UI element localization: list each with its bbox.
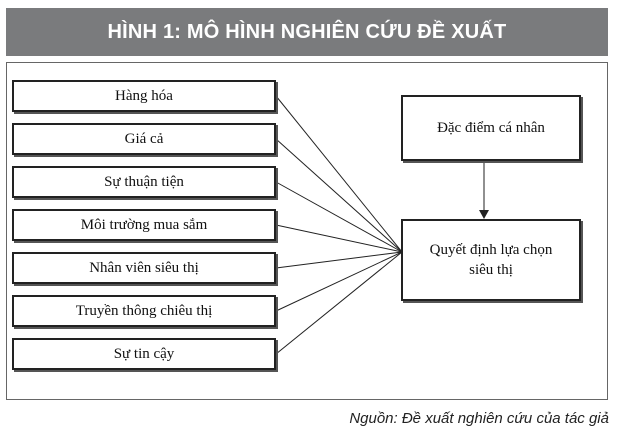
decision-label-line2: siêu thị [469,262,513,278]
factor-label: Sự tin cậy [113,345,175,362]
supermarket-decision-box [401,219,581,301]
factor-box-promotion [12,295,276,327]
connector-factor-7 [276,252,402,354]
factor-box-convenience [12,166,276,198]
factor-box-goods [12,80,276,112]
factor-box-price [12,123,276,155]
factor-box-trust [12,338,276,370]
factor-box-staff [12,252,276,284]
factor-box-environment [12,209,276,241]
factor-label: Truyền thông chiêu thị [75,302,213,319]
personal-characteristics-box [401,95,581,161]
factor-label: Môi trường mua sắm [80,216,208,233]
factor-label: Hàng hóa [115,87,173,104]
arrow-head-icon [479,210,489,219]
source-note: Nguồn: Đề xuất nghiên cứu của tác giả [349,410,609,427]
factor-label: Nhân viên siêu thị [89,259,199,276]
figure-title: HÌNH 1: MÔ HÌNH NGHIÊN CỨU ĐỀ XUẤT [107,20,507,43]
connector-factor-3 [276,182,402,252]
personal-characteristics-label: Đặc điểm cá nhân [437,120,545,136]
connector-factor-5 [276,252,402,268]
factor-label: Giá cả [124,130,164,147]
decision-label-line1: Quyết định lựa chọn [429,242,553,258]
factor-label: Sự thuận tiện [104,173,184,190]
connector-factor-2 [276,139,402,252]
connector-factor-6 [276,252,402,311]
